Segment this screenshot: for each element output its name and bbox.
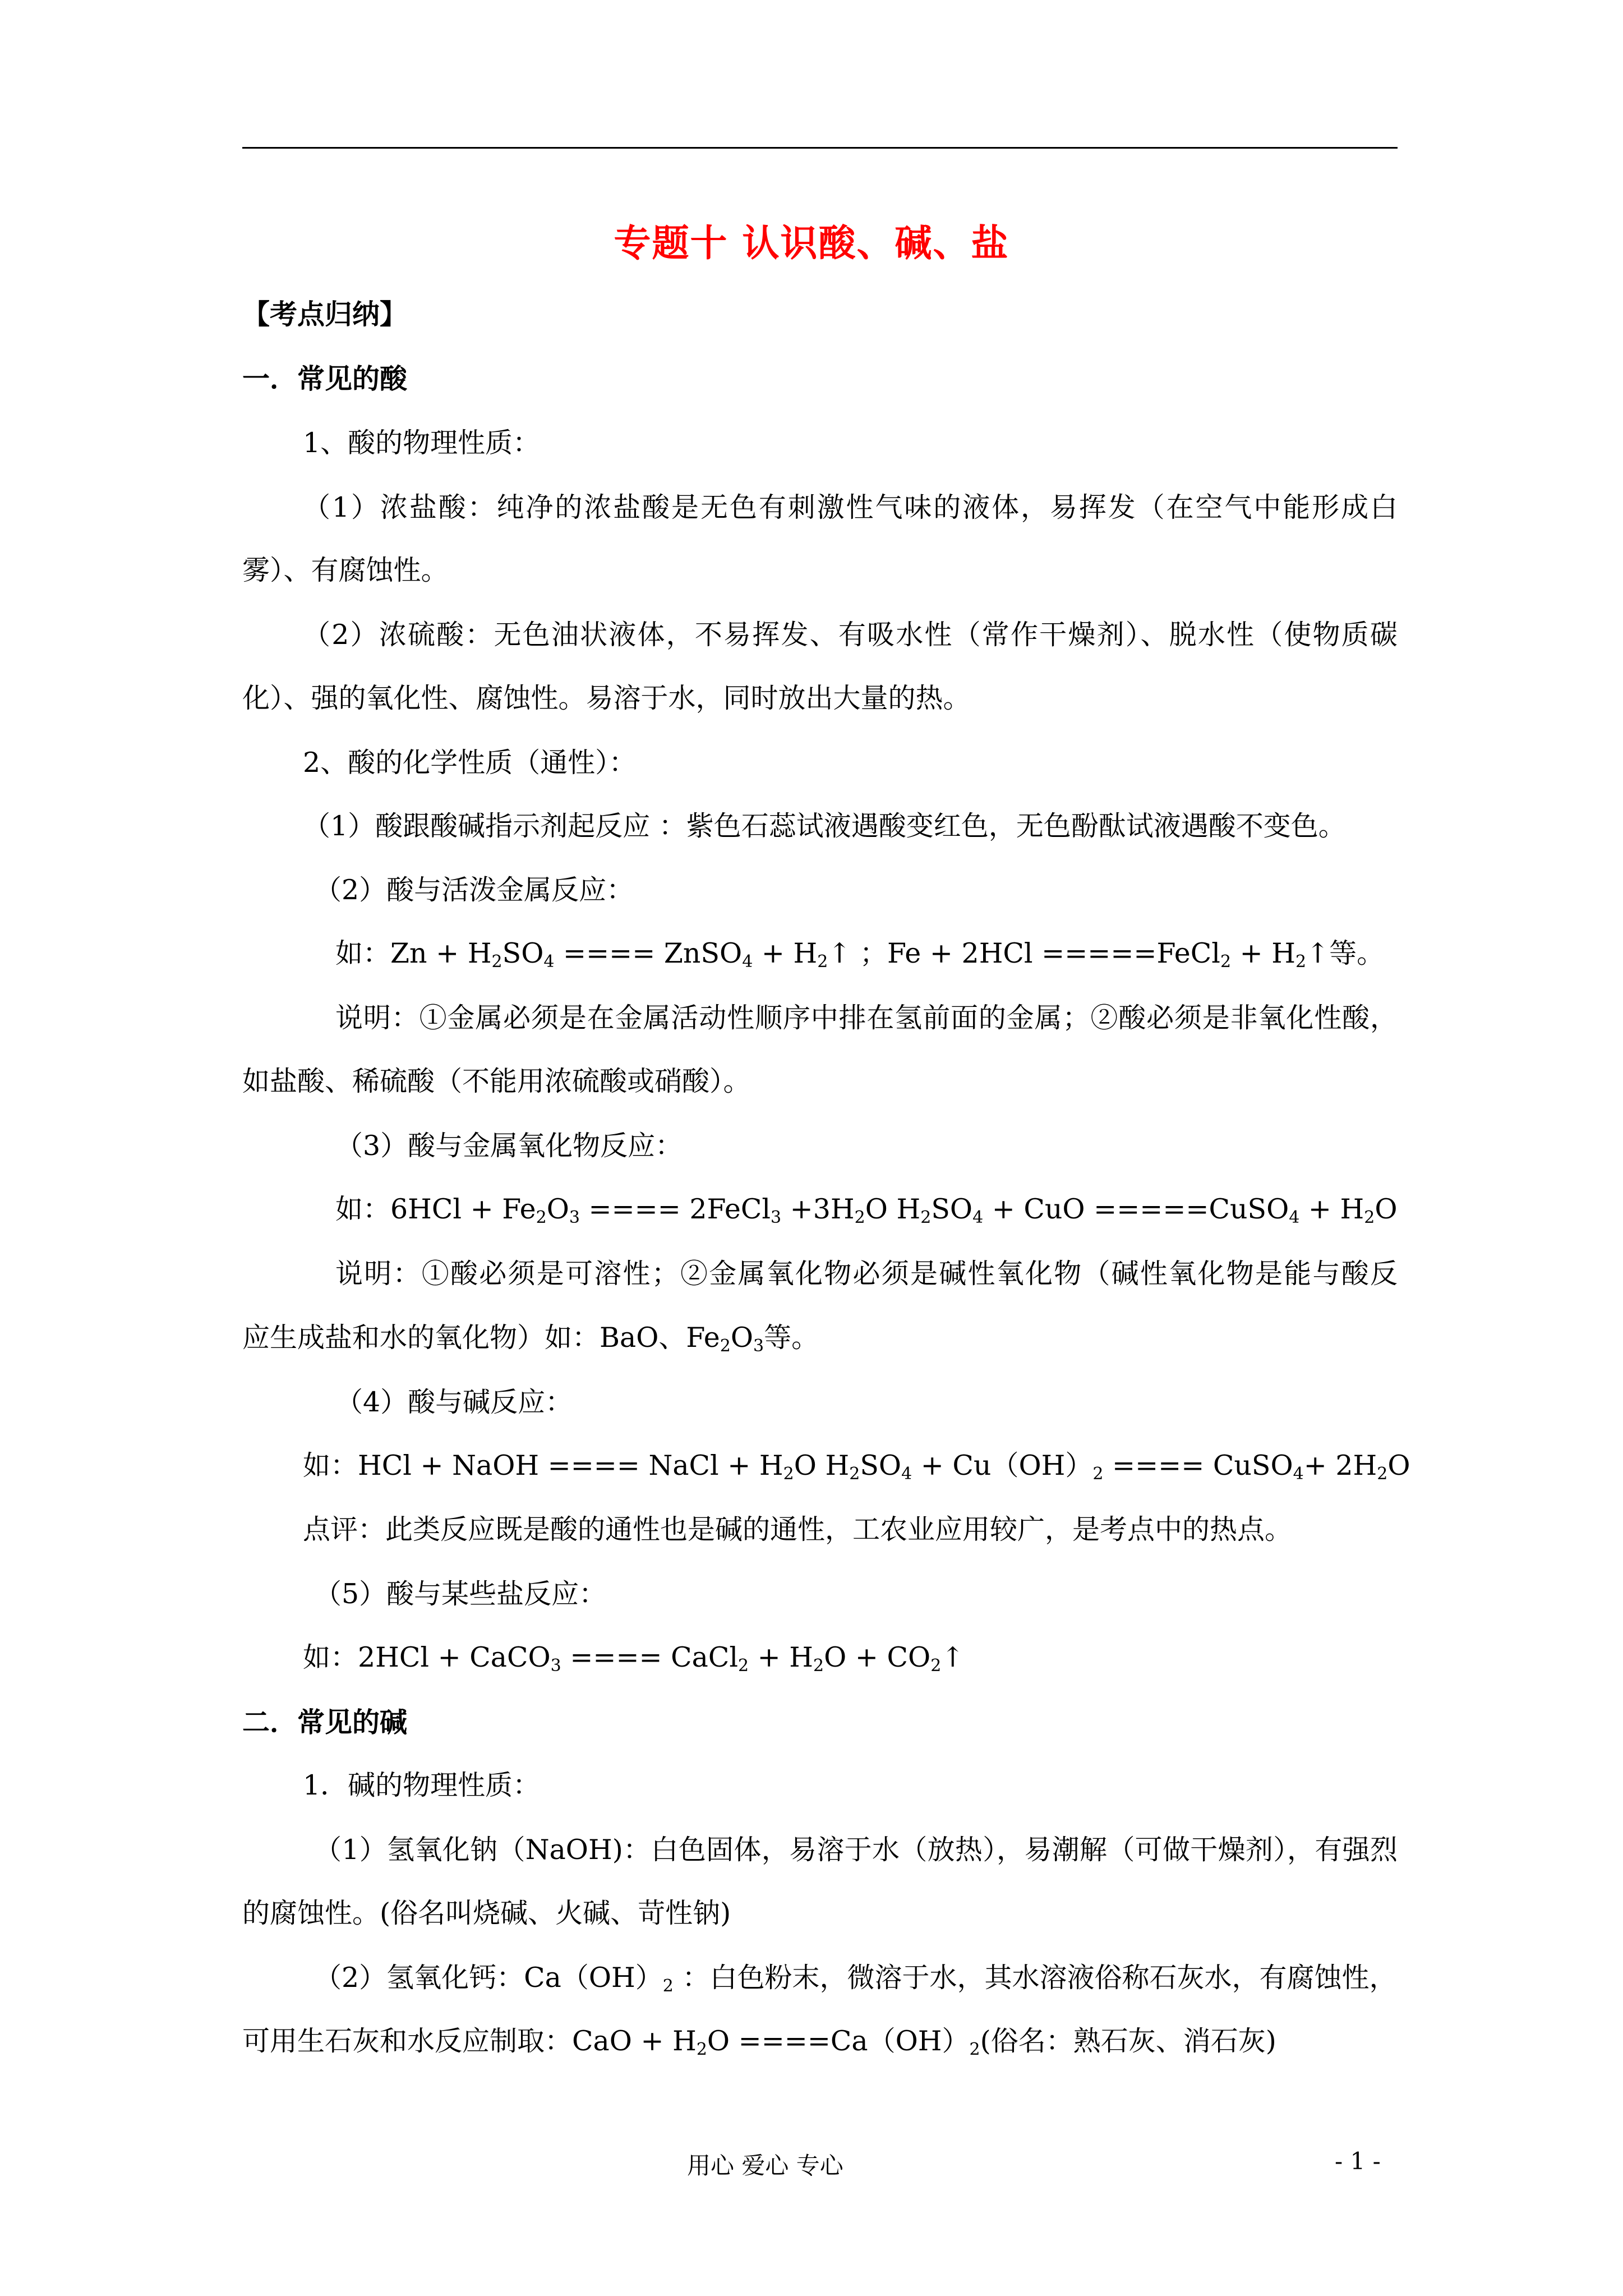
salt-reaction-heading: （5）酸与某些盐反应： [314,1578,607,1610]
metal-reaction-heading: （2）酸与活泼金属反应： [314,874,634,906]
oxide-reaction-note-line2: 应生成盐和水的氧化物）如：BaO、$Fe_2O_3$等。 [242,1322,819,1356]
hcl-paragraph-line2: 雾）、有腐蚀性。 [242,554,449,586]
salt-reaction-equation: 如：2HCl + CaCO$_3$ ==== CaCl$_2$ + $H_2O$ + $CO_2↑$ [303,1641,965,1676]
page-number: - 1 - [1335,2147,1381,2175]
caoh-paragraph-line1: （2）氢氧化钙：$Ca(OH)_2$ ：白色粉末，微溶于水，其水溶液俗称石灰水，有腐蚀性， [314,1962,1397,1996]
acid-chemical-heading: 2、酸的化学性质（通性）： [303,747,637,779]
acid-physical-heading: 1、酸的物理性质： [303,427,541,459]
base-reaction-heading: （4）酸与碱反应： [335,1386,573,1418]
header-rule [242,147,1398,149]
oxide-reaction-note-line1: 说明：①酸必须是可溶性；②金属氧化物必须是碱性氧化物（碱性氧化物是能与酸反 [335,1258,1398,1290]
h2so4-paragraph-line2: 化）、强的氧化性、腐蚀性。易溶于水，同时放出大量的热。 [242,682,971,714]
caoh-paragraph-line2: 可用生石灰和水反应制取：CaO + $H_2O ====Ca(OH)_2$(俗名：熟石灰、消石灰) [242,2025,1276,2059]
naoh-paragraph-line2: 的腐蚀性。(俗名叫烧碱、火碱、苛性钠) [242,1897,731,1929]
base-reaction-comment: 点评：此类反应既是酸的通性也是碱的通性，工农业应用较广，是考点中的热点。 [303,1513,1293,1545]
naoh-paragraph-line1: （1）氢氧化钠（NaOH)：白色固体，易溶于水（放热），易潮解（可做干燥剂），有强烈 [314,1834,1398,1866]
oxide-reaction-heading: （3）酸与金属氧化物反应： [335,1130,683,1162]
footer-motto: 用心 爱心 专心 [687,2152,843,2179]
summary-heading: 【考点归纳】 [242,298,408,330]
section2-heading: 二．常见的碱 [242,1706,408,1738]
indicator-reaction: （1）酸跟酸碱指示剂起反应 ：紫色石蕊试液遇酸变红色，无色酚酞试液遇酸不变色。 [303,810,1346,842]
h2so4-paragraph-line1: （2）浓硫酸：无色油状液体，不易挥发、有吸水性（常作干燥剂）、脱水性（使物质碳 [303,619,1398,651]
oxide-reaction-equation: 如：$6HCl + Fe_2O_3$ ==== 2FeCl$_3$ $+3H_2O$ $H_2SO_4$ + CuO =====CuSO$_4$ + $H_2O$ [335,1193,1398,1227]
base-reaction-equation: 如：HCl + NaOH ==== NaCl + $H_2O$ $H_2SO_4 + Cu(OH)_2$ ==== CuSO$_4$+ $2H_2O$ [303,1450,1410,1484]
metal-reaction-note-line2: 如盐酸、稀硫酸（不能用浓硫酸或硝酸）。 [242,1065,751,1097]
document-title: 专题十 认识酸、碱、盐 [614,221,1009,265]
base-physical-heading: 1．碱的物理性质： [303,1769,541,1801]
metal-reaction-note-line1: 说明：①金属必须是在金属活动性顺序中排在氢前面的金属；②酸必须是非氧化性酸， [335,1002,1398,1034]
hcl-paragraph-line1: （1）浓盐酸：纯净的浓盐酸是无色有刺激性气味的液体，易挥发（在空气中能形成白 [303,491,1398,523]
metal-reaction-equation: 如：$Zn + H_2SO_4$ ==== ZnSO$_4$ + $H_2↑$ ；Fe + 2HCl =====FeCl$_2$ + $H_2↑$等。 [335,937,1385,972]
section1-heading: 一．常见的酸 [242,362,408,395]
